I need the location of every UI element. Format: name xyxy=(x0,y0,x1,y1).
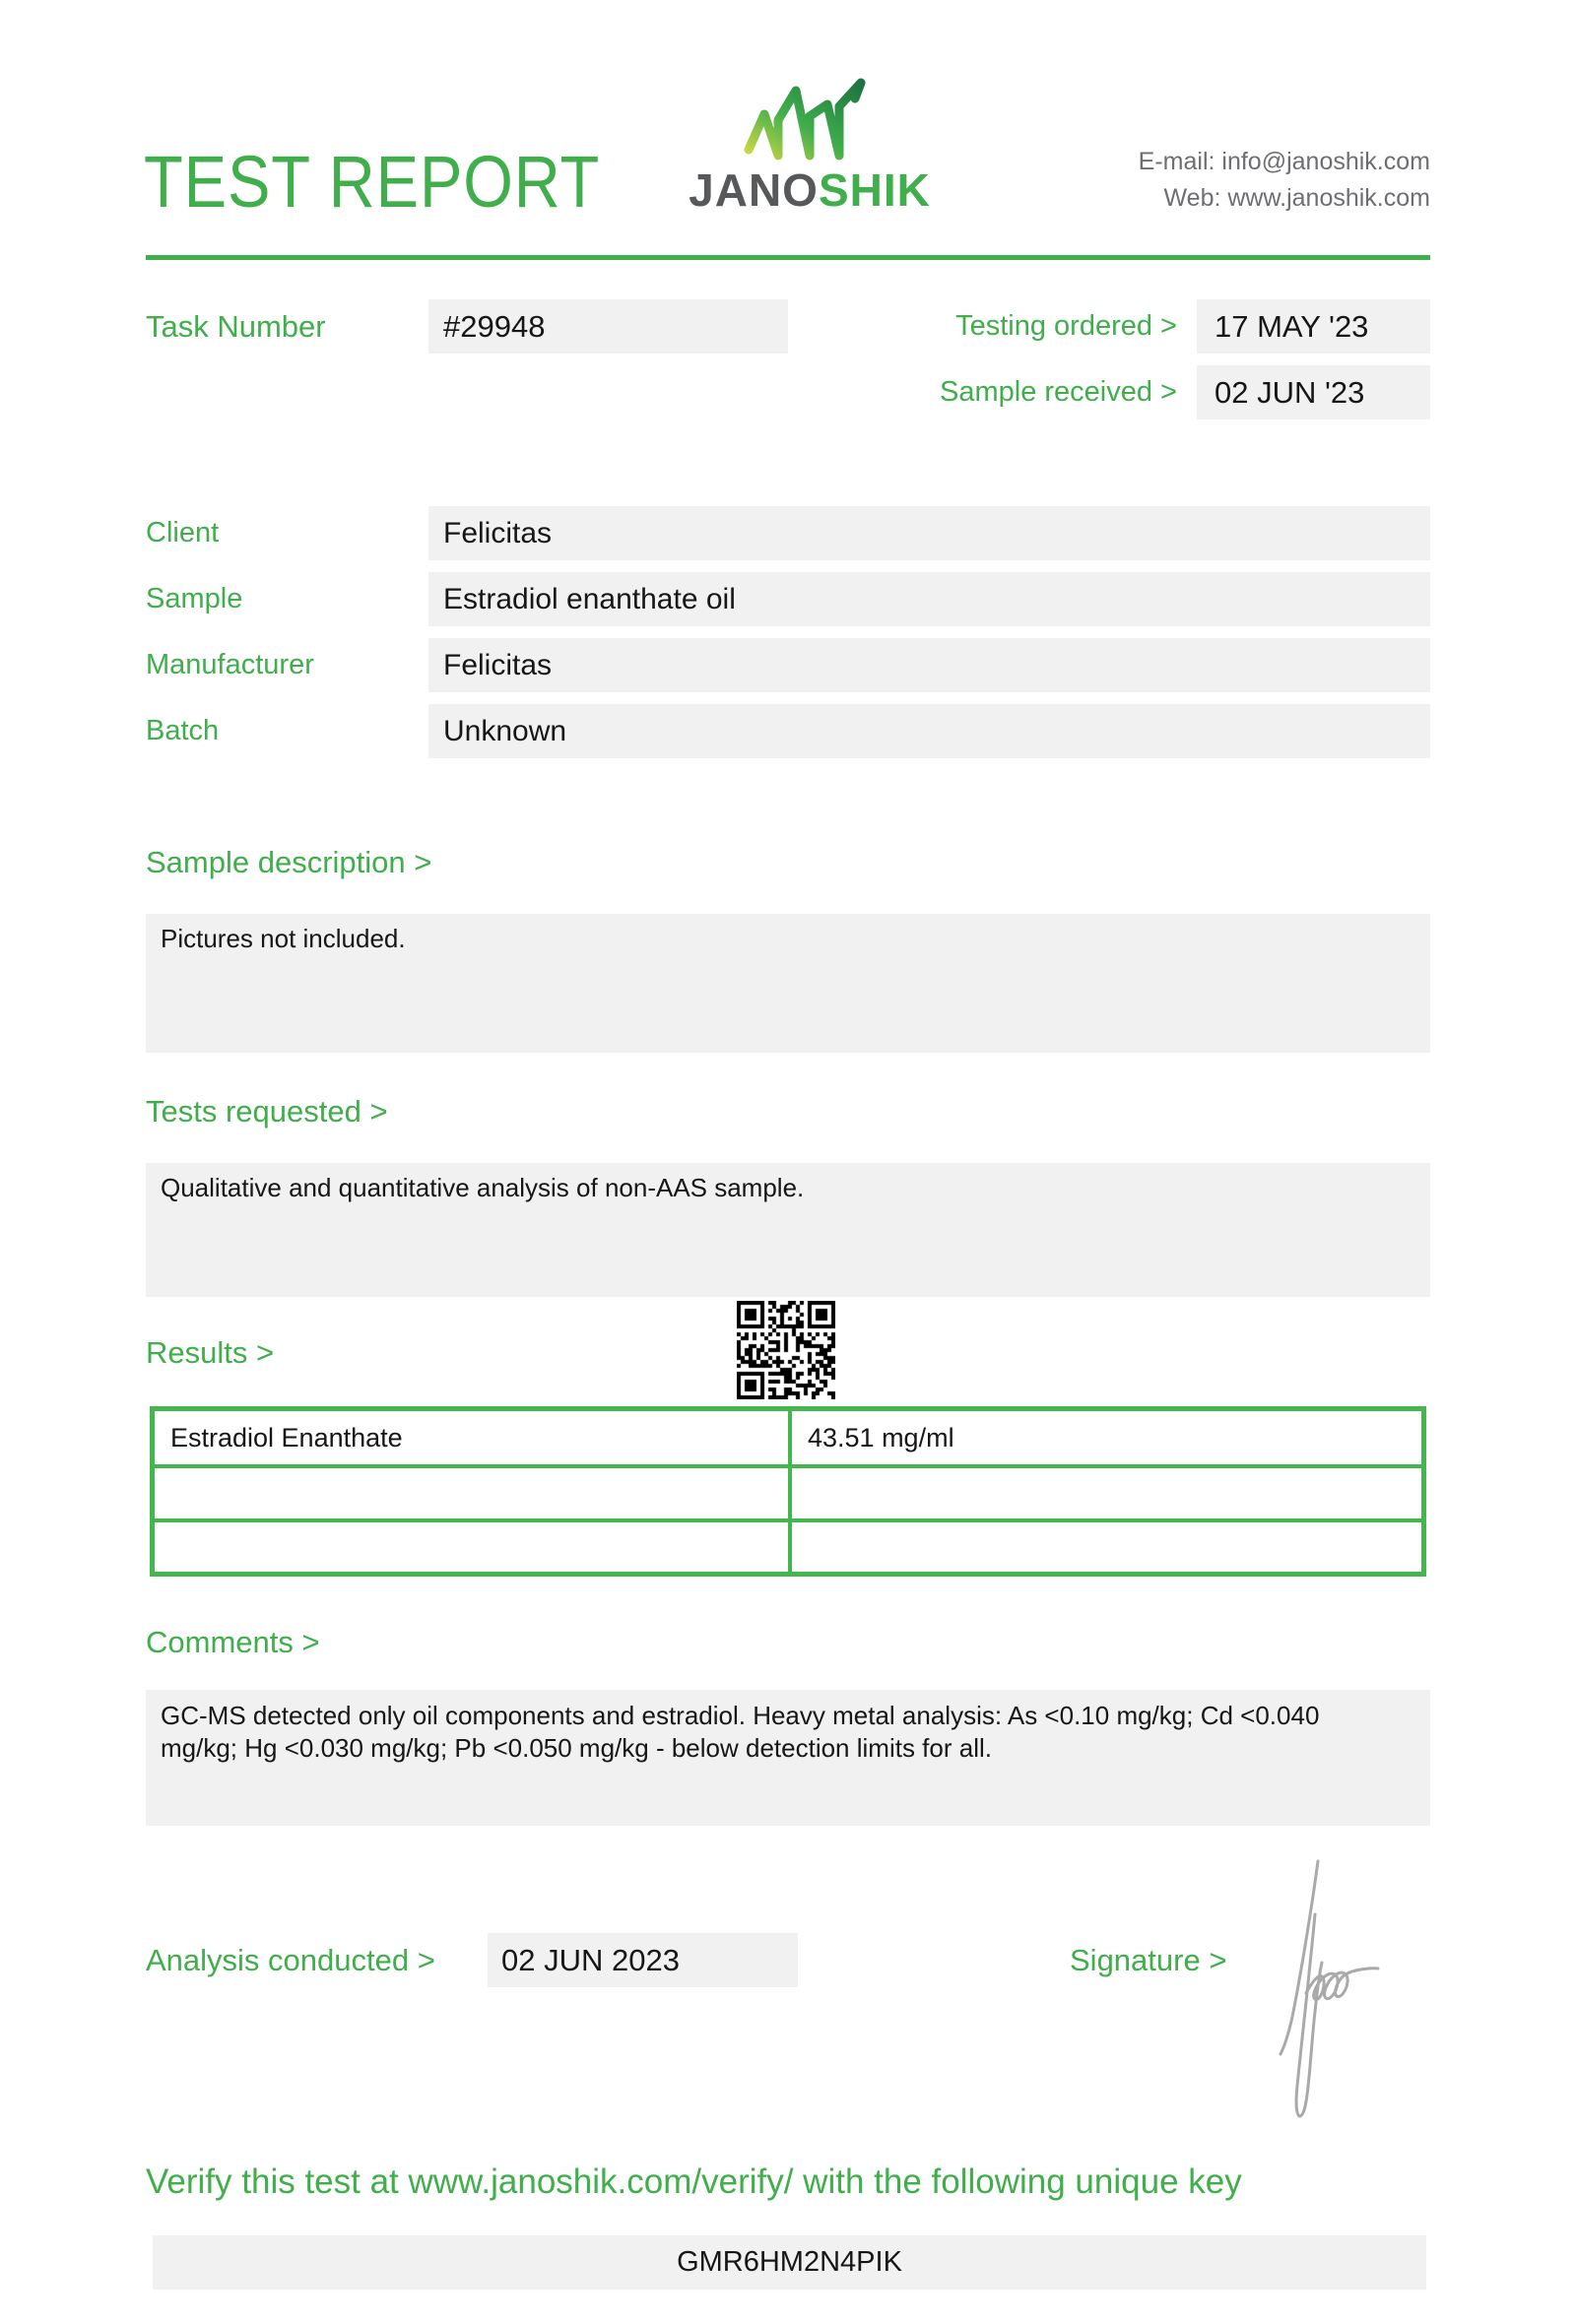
verify-text: Verify this test at www.janoshik.com/verify/ with the following unique key xyxy=(146,2163,1242,2201)
sample-received-value: 02 JUN '23 xyxy=(1197,365,1430,420)
task-number-value: #29948 xyxy=(428,299,788,354)
analysis-conducted-value: 02 JUN 2023 xyxy=(488,1933,798,1987)
comments-text: GC-MS detected only oil components and estradiol. Heavy metal analysis: As <0.10 mg/kg; Cd <0.040 mg/kg; Hg <0.030 mg/kg; Pb <0.050 mg/kg - below detection limits for all. xyxy=(161,1701,1320,1763)
contact-email: E-mail: info@janoshik.com xyxy=(1138,148,1430,175)
testing-ordered-value: 17 MAY '23 xyxy=(1197,299,1430,354)
tests-requested-heading: Tests requested > xyxy=(146,1094,388,1129)
testing-ordered-label: Testing ordered > xyxy=(955,310,1177,342)
result-value-cell xyxy=(788,1518,1421,1572)
task-number-label: Task Number xyxy=(146,309,326,344)
analysis-conducted-label: Analysis conducted > xyxy=(146,1943,435,1977)
sample-description-text: Pictures not included. xyxy=(161,924,406,953)
result-value-cell: 43.51 mg/ml xyxy=(788,1411,1421,1464)
page-title: TEST REPORT xyxy=(144,141,601,223)
info-row-batch xyxy=(146,704,1430,758)
tests-requested-text: Qualitative and quantitative analysis of non-AAS sample. xyxy=(161,1173,805,1202)
client-value: Felicitas xyxy=(428,506,1430,560)
contact-web: Web: www.janoshik.com xyxy=(1163,184,1430,212)
sample-received-row xyxy=(940,365,1430,420)
result-analyte-cell xyxy=(155,1464,788,1517)
result-analyte-cell: Estradiol Enanthate xyxy=(170,1422,403,1452)
contact-info xyxy=(1139,144,1430,217)
info-row-client xyxy=(146,506,1430,560)
sample-label: Sample xyxy=(146,583,243,614)
sample-description-box xyxy=(146,914,1430,1053)
testing-ordered-row xyxy=(955,299,1430,354)
tests-requested-box xyxy=(146,1163,1430,1297)
brand-logo xyxy=(662,77,957,217)
result-analyte-cell xyxy=(155,1518,788,1572)
comments-heading: Comments > xyxy=(146,1625,320,1659)
qr-code xyxy=(737,1301,835,1399)
manufacturer-label: Manufacturer xyxy=(146,649,314,680)
brand-name-prefix: JANO xyxy=(689,164,819,216)
sample-description-heading: Sample description > xyxy=(146,845,432,879)
batch-label: Batch xyxy=(146,715,220,746)
comments-box xyxy=(146,1690,1430,1826)
header-divider xyxy=(146,255,1430,260)
manufacturer-value: Felicitas xyxy=(428,638,1430,692)
results-table xyxy=(150,1406,1426,1577)
batch-value: Unknown xyxy=(428,704,1430,758)
signature-image xyxy=(1259,1820,1426,2140)
result-value-cell xyxy=(788,1464,1421,1517)
info-row-manufacturer xyxy=(146,638,1430,692)
signature-label: Signature > xyxy=(1070,1943,1227,1977)
results-heading: Results > xyxy=(146,1335,275,1370)
brand-name xyxy=(662,163,957,217)
brand-name-suffix: SHIK xyxy=(818,164,931,216)
client-label: Client xyxy=(146,517,220,549)
sample-received-label: Sample received > xyxy=(940,376,1177,408)
info-row-sample xyxy=(146,572,1430,626)
chart-growth-icon xyxy=(662,77,957,161)
sample-value: Estradiol enanthate oil xyxy=(428,572,1430,626)
unique-key: GMR6HM2N4PIK xyxy=(153,2235,1426,2290)
